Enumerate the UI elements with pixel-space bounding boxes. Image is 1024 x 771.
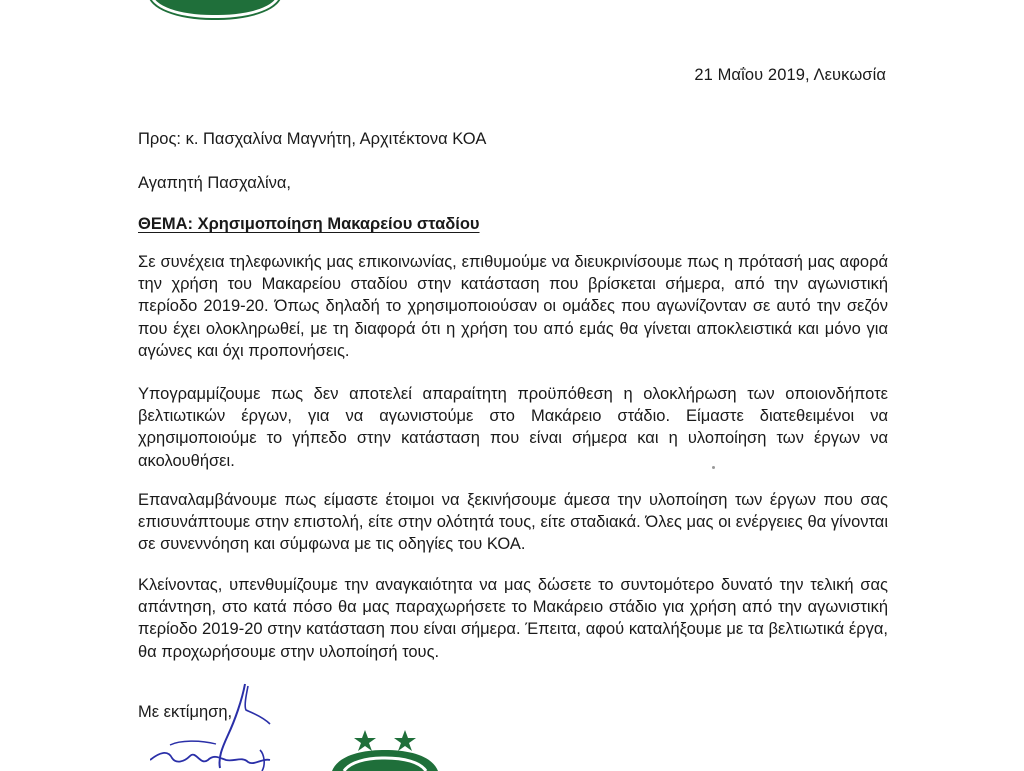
letter-date: 21 Μαΐου 2019, Λευκωσία [694,66,886,84]
letter-greeting: Αγαπητή Πασχαλίνα, [138,174,292,192]
body-paragraph: Σε συνέχεια τηλεφωνικής μας επικοινωνίας, επιθυμούμε να διευκρινίσουμε πως η πρότασή μας αφορά την χρήση του Μακαρείου σταδίου στην κατάσταση που βρίσκεται σήμερα, από την αγωνιστική περίοδο 2019-20. Όπως δηλαδή το χρησιμοποιούσαν οι ομάδες που αγωνίζονταν σε αυτό την σεζόν που έχει ολοκληρωθεί, με τη διαφορά ότι η χρήση του από εμάς θα γίνεται αποκλειστικά και μόνο για αγώνες και όχι προπονήσεις. [138,253,888,360]
body-paragraph: Επαναλαμβάνουμε πως είμαστε έτοιμοι να ξεκινήσουμε άμεσα την υλοποίηση των έργων που σας επισυνάπτουμε στην επιστολή, είτε στην ολότητά τους, είτε σταδιακά. Όλες μας οι ενέργειες θα γίνονται σε συνεννόηση και σύμφωνα με τις οδηγίες του ΚΟΑ. [138,491,888,554]
body-paragraph: Κλείνοντας, υπενθυμίζουμε την αναγκαιότητα να μας δώσετε το συντομότερο δυνατό την τελική σας απάντηση, στο κατά πόσο θα μας παραχωρήσετε το Μακάρειο στάδιο για χρήση από την αγωνιστική περίοδο 2019-20 στην κατάσταση που είναι σήμερα. Έπειτα, αφού καταλήξουμε με τα βελτιωτικά έργα, θα προχωρήσουμε στην υλοποίησή τους. [138,576,888,661]
scan-speck [712,466,715,469]
club-stamp [330,722,440,771]
letter-closing: Με εκτίμηση, [138,703,233,721]
letter-subject: ΘΕΜΑ: Χρησιμοποίηση Μακαρείου σταδίου [138,215,480,233]
club-logo [150,0,280,18]
letter-recipient: Προς: κ. Πασχαλίνα Μαγνήτη, Αρχιτέκτονα ΚΟΑ [138,130,487,148]
signature [150,680,290,771]
body-paragraph: Υπογραμμίζουμε πως δεν αποτελεί απαραίτητη προϋπόθεση η ολοκλήρωση των οποιονδήποτε βελτιωτικών έργων, για να αγωνιστούμε στο Μακάρειο στάδιο. Είμαστε διατεθειμένοι να χρησιμοποιούμε το γήπεδο στην κατάσταση που είναι σήμερα και η υλοποίηση των έργων να ακολουθήσει. [138,385,888,470]
